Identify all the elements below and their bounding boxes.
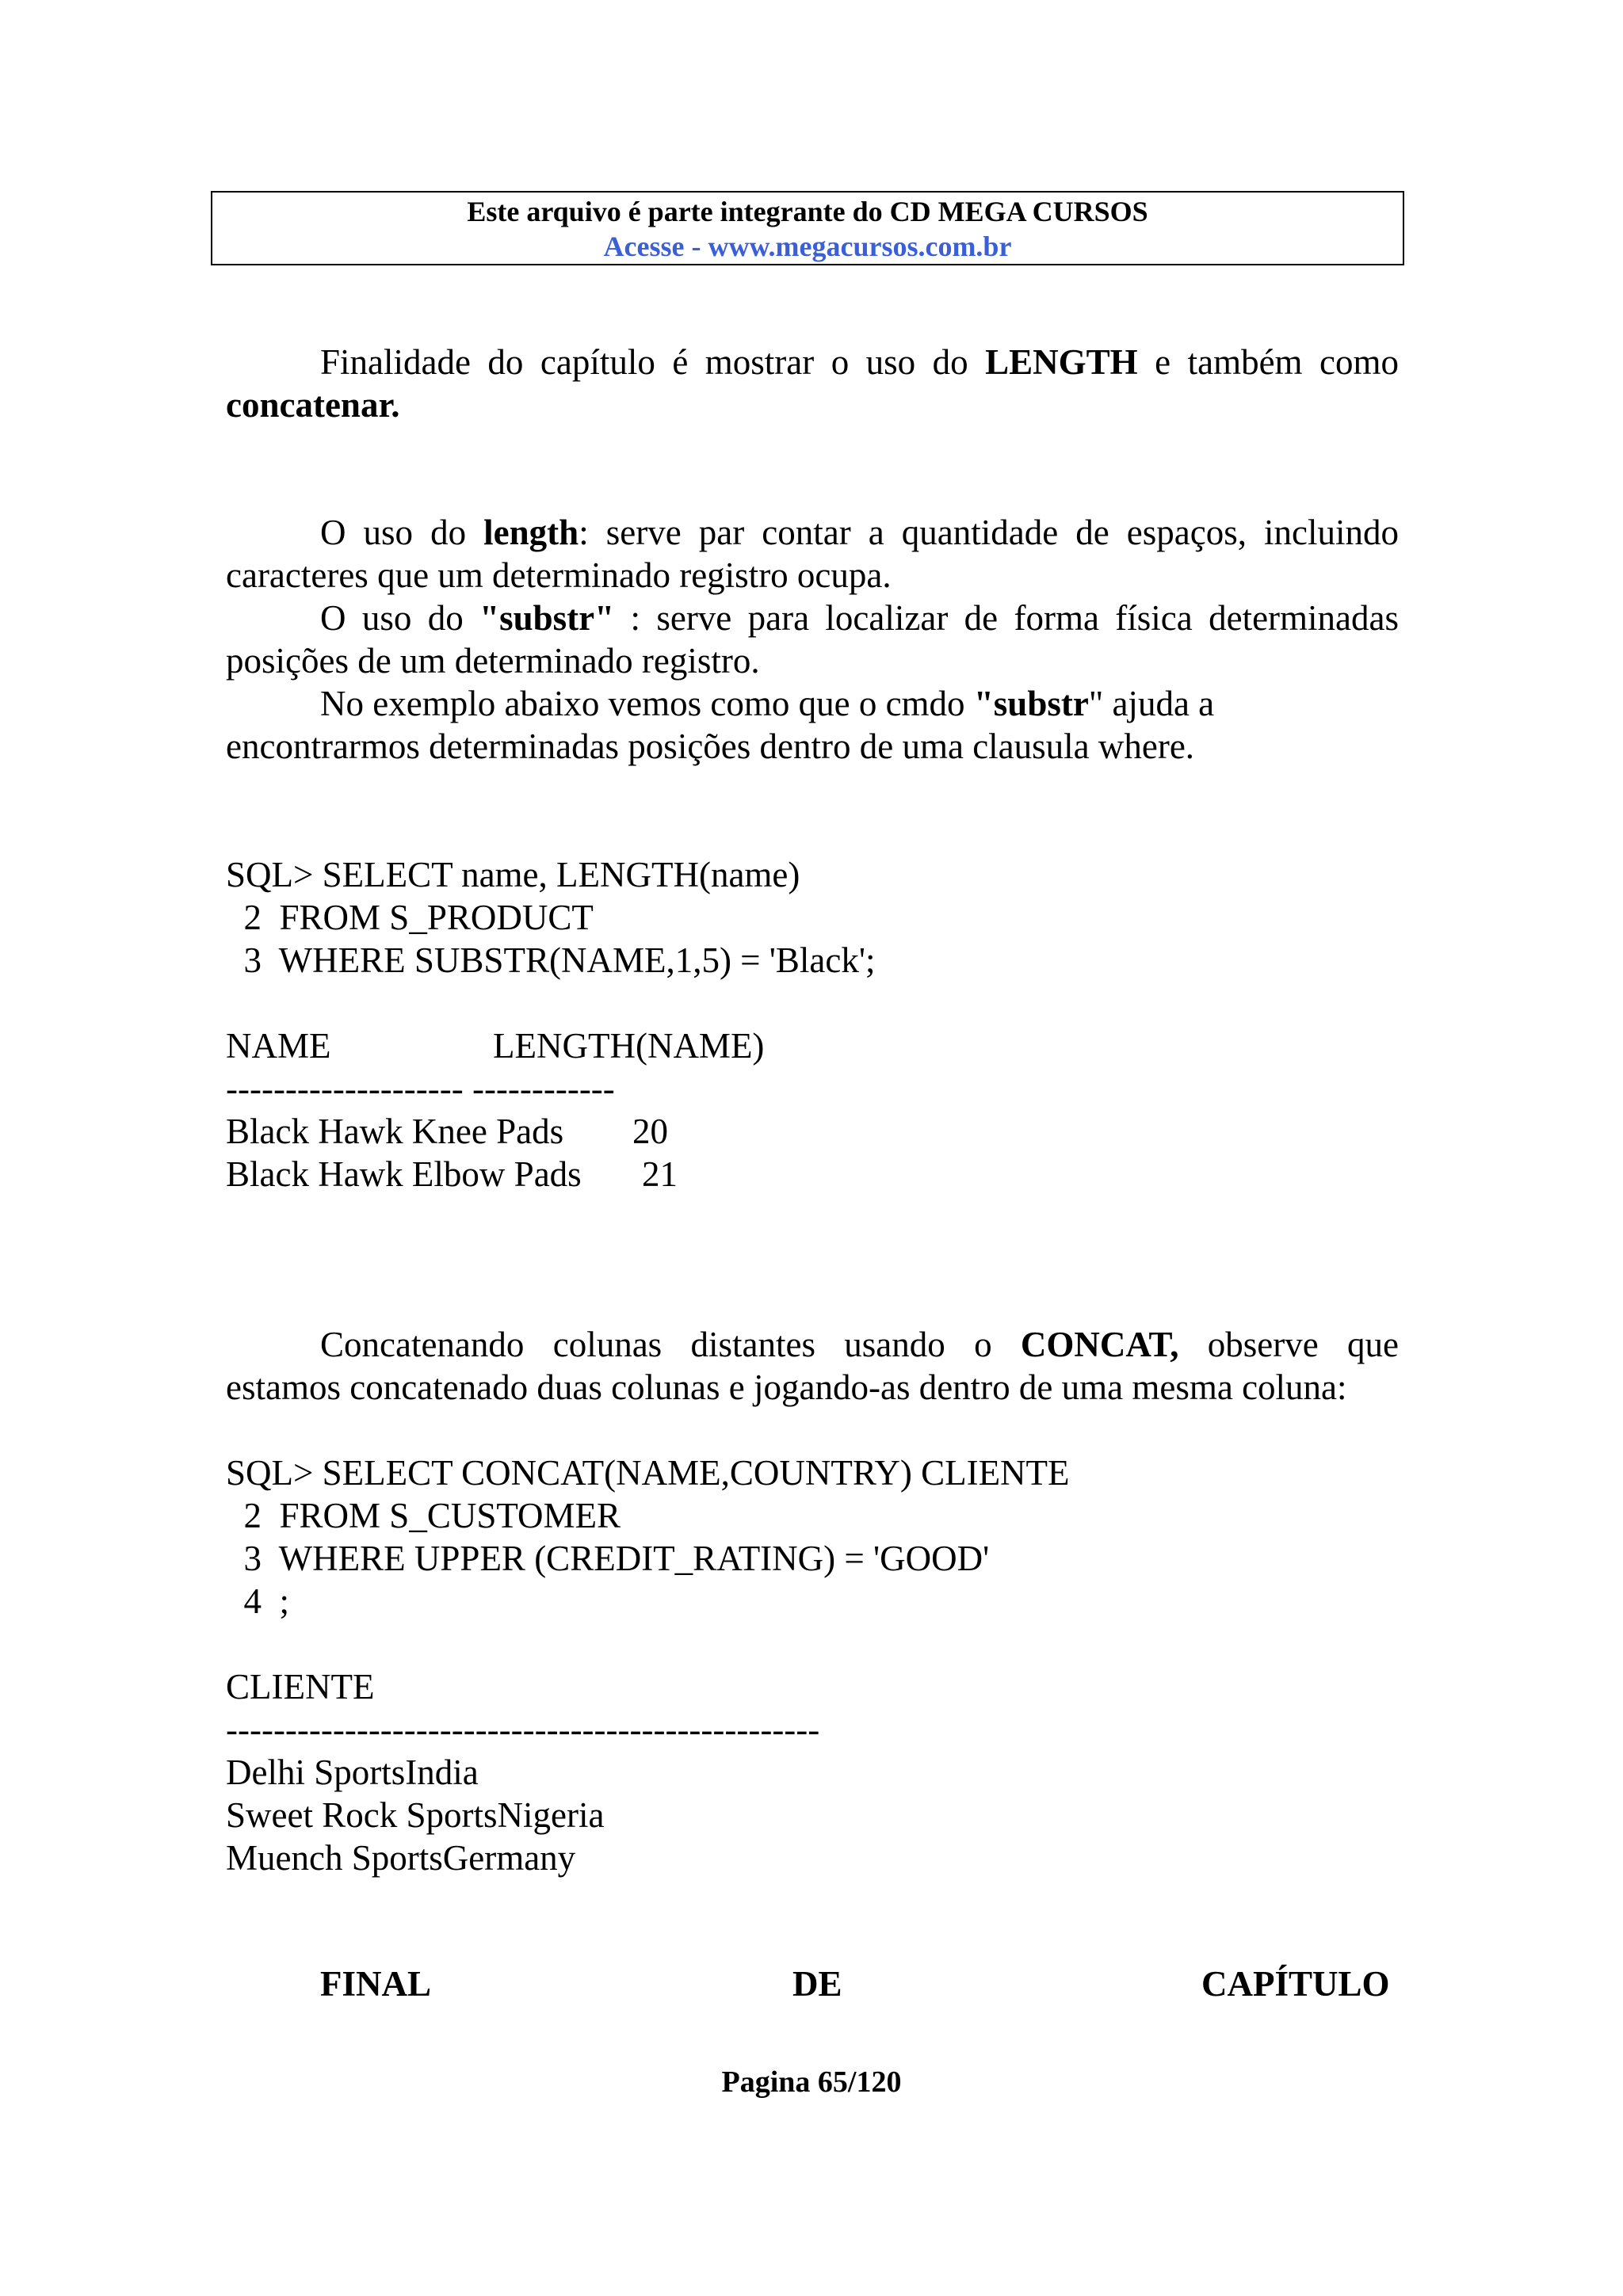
substr-paragraph: O uso do "substr" : serve para localizar de forma física determinadas posições de um determinado registro. (226, 598, 1400, 681)
final-word-de: DE (792, 1964, 842, 2004)
table-cell-value: 20 (632, 1112, 668, 1151)
length-paragraph: O uso do length: serve par contar a quantidade de espaços, incluindo caracteres que um determinado registro ocupa. (226, 513, 1399, 595)
list-item: Delhi SportsIndia (226, 1753, 479, 1792)
sql2-line-1: SQL> SELECT CONCAT(NAME,COUNTRY) CLIENTE (226, 1453, 1070, 1493)
table-row: Black Hawk Elbow Pads (226, 1154, 582, 1194)
example-paragraph-line1: No exemplo abaixo vemos como que o cmdo "substr" ajuda a (320, 684, 1215, 723)
example-paragraph-line2: encontrarmos determinadas posições dentro de uma clausula where. (226, 727, 1195, 766)
intro-paragraph: Finalidade do capítulo é mostrar o uso do LENGTH e também como (320, 342, 1400, 382)
header-website-link[interactable]: Acesse - www.megacursos.com.br (603, 231, 1012, 262)
final-word-capitulo: CAPÍTULO (1201, 1964, 1390, 2004)
concat-paragraph-line2: estamos concatenado duas colunas e jogando-as dentro de uma mesma coluna: (226, 1367, 1347, 1407)
sql1-separator: -------------------- ------------ (226, 1069, 615, 1108)
concat-paragraph-line1: Concatenando colunas distantes usando o CONCAT, observe que (320, 1325, 1399, 1364)
table-cell-value: 21 (642, 1154, 678, 1194)
header-title: Este arquivo é parte integrante do CD MEGA CURSOS (467, 196, 1148, 227)
sql2-line-3: 3 WHERE UPPER (CREDIT_RATING) = 'GOOD' (226, 1539, 990, 1578)
keyword-concatenar: concatenar. (226, 385, 400, 425)
list-item: Muench SportsGermany (226, 1838, 576, 1878)
keyword-concat: CONCAT, (1020, 1325, 1179, 1364)
document-header-box (211, 191, 1404, 265)
sql2-line-2: 2 FROM S_CUSTOMER (226, 1496, 621, 1535)
list-item: Sweet Rock SportsNigeria (226, 1795, 605, 1835)
sql1-col-name: NAME (226, 1026, 331, 1066)
sql1-col-length: LENGTH(NAME) (493, 1026, 765, 1066)
table-row: Black Hawk Knee Pads (226, 1112, 564, 1151)
keyword-length: LENGTH (985, 342, 1138, 382)
sql1-line-3: 3 WHERE SUBSTR(NAME,1,5) = 'Black'; (226, 940, 876, 980)
sql2-col-cliente: CLIENTE (226, 1667, 375, 1707)
sql1-line-1: SQL> SELECT name, LENGTH(name) (226, 855, 800, 894)
sql1-line-2: 2 FROM S_PRODUCT (226, 898, 594, 937)
keyword-substr: "substr" (479, 598, 615, 638)
keyword-length-lower: length (483, 513, 579, 552)
page-number: Pagina 65/120 (721, 2065, 902, 2099)
sql2-line-4: 4 ; (226, 1581, 290, 1621)
sql2-separator: -------------------------------------------------- (226, 1710, 820, 1749)
final-word-final: FINAL (320, 1964, 432, 2004)
